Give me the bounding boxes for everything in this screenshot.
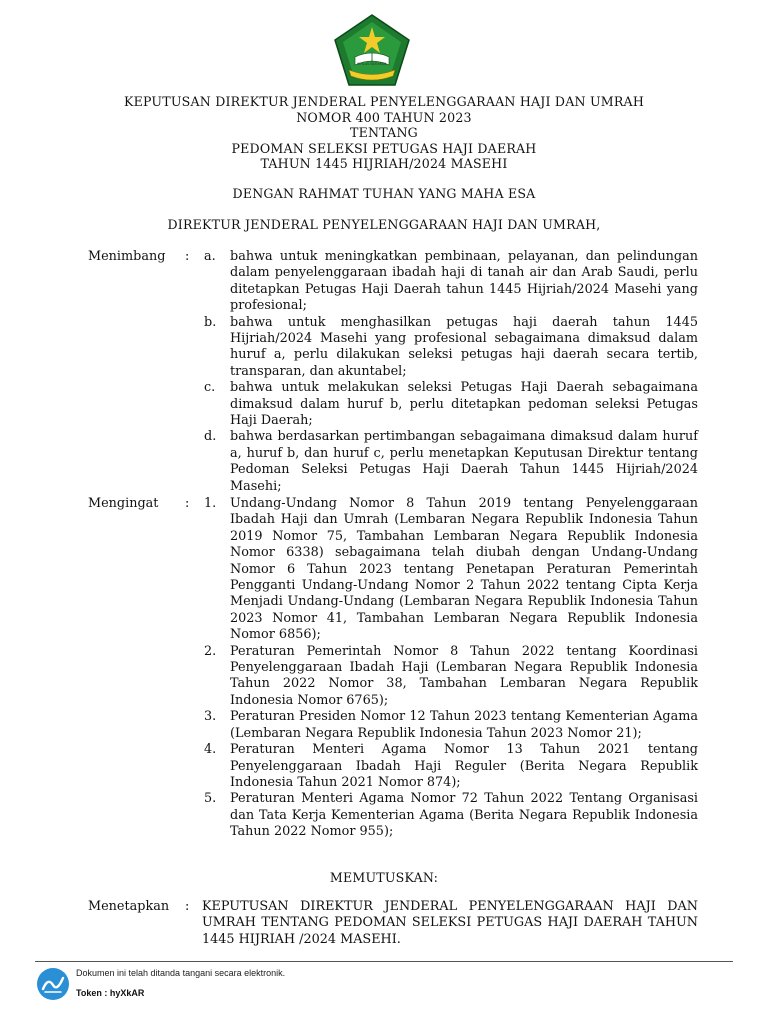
item-marker: 4. <box>204 742 217 758</box>
list-item <box>200 315 698 381</box>
menimbang-colon: : <box>185 249 190 264</box>
menetapkan-text: KEPUTUSAN DIREKTUR JENDERAL PENYELENGGARAAN HAJI DAN UMRAH TENTANG PEDOMAN SELEKSI PETUGAS HAJI DAERAH TAHUN 1445 HIJRIAH /2024 MASEHI. <box>202 899 698 947</box>
item-text: Peraturan Menteri Agama Nomor 72 Tahun 2022 Tentang Organisasi dan Tata Kerja Kementerian Agama (Berita Negara Republik Indonesia Tahun 2022 Nomor 955); <box>230 791 698 840</box>
menimbang-label: Menimbang <box>88 249 166 264</box>
title-line-5: TAHUN 1445 HIJRIAH/2024 MASEHI <box>260 156 508 172</box>
item-text: Peraturan Pemerintah Nomor 8 Tahun 2022 tentang Koordinasi Penyelenggaraan Ibadah Haji (Lembaran Negara Republik Indonesia Tahun 2022 Nomor 38, Tambahan Lembaran Negara Republik Indonesia Nomor 6765); <box>230 643 698 708</box>
item-text: bahwa berdasarkan pertimbangan sebagaimana dimaksud dalam huruf a, huruf b, dan huruf c, perlu menetapkan Keputusan Direktur tentang Pedoman Seleksi Petugas Haji Daerah Tahun 1445 Hijriah/2024 Masehi; <box>230 429 698 494</box>
item-text: Peraturan Presiden Nomor 12 Tahun 2023 tentang Kementerian Agama (Lembaran Negara Republik Indonesia Tahun 2023 Nomor 21); <box>230 709 698 741</box>
logo-motto: IKHLAS BERAMAL <box>356 62 388 66</box>
title-line-3: TENTANG <box>350 125 418 141</box>
list-item <box>200 709 698 742</box>
list-item <box>200 380 698 429</box>
item-marker: 5. <box>204 791 217 807</box>
item-marker: a. <box>204 249 216 264</box>
list-item <box>200 644 698 710</box>
item-marker: 2. <box>204 643 217 659</box>
menimbang-list <box>200 249 698 495</box>
mengingat-colon: : <box>185 496 190 511</box>
item-text: bahwa untuk meningkatkan pembinaan, pelayanan, dan pelindungan dalam penyelenggaraan ibadah haji di tanah air dan Arab Saudi, perlu ditetapkan Petugas Haji Daerah tahun 1445 Hijriah/2024 Masehi yang profesional; <box>230 249 698 314</box>
list-item <box>200 249 698 315</box>
mengingat-list <box>200 496 698 841</box>
item-text: Peraturan Menteri Agama Nomor 13 Tahun 2021 tentang Penyelenggaraan Ibadah Haji Reguler (Berita Negara Republik Indonesia Tahun 2021 Nomor 874); <box>230 742 698 790</box>
kemenag-emblem-icon <box>333 13 411 87</box>
item-marker: c. <box>204 380 216 396</box>
signature-icon <box>36 967 70 1001</box>
menetapkan-colon: : <box>185 899 190 914</box>
footer-note: Dokumen ini telah ditanda tangani secara elektronik. <box>76 968 286 978</box>
menetapkan-label: Menetapkan <box>88 899 170 914</box>
item-marker: b. <box>204 314 217 330</box>
mengingat-label: Mengingat <box>88 496 159 511</box>
list-item <box>200 742 698 791</box>
item-marker: 3. <box>204 709 217 725</box>
footer-token: Token : hyXkAR <box>76 988 145 998</box>
item-text: bahwa untuk melakukan seleksi Petugas Haji Daerah sebagaimana dimaksud dalam huruf b, perlu ditetapkan pedoman seleksi Petugas Haji Daerah; <box>230 380 698 429</box>
official-title: DIREKTUR JENDERAL PENYELENGGARAAN HAJI DAN UMRAH, <box>167 217 601 232</box>
item-marker: d. <box>204 429 217 445</box>
item-marker: 1. <box>204 496 217 511</box>
footer-divider <box>35 961 733 962</box>
invocation: DENGAN RAHMAT TUHAN YANG MAHA ESA <box>232 186 536 201</box>
item-text: bahwa untuk menghasilkan petugas haji daerah tahun 1445 Hijriah/2024 Masehi yang profesional sebagaimana dimaksud dalam huruf a, perlu dilakukan seleksi petugas haji daerah secara tertib, transparan, dan akuntabel; <box>230 314 698 379</box>
title-line-2: NOMOR 400 TAHUN 2023 <box>296 109 472 125</box>
title-line-1: KEPUTUSAN DIREKTUR JENDERAL PENYELENGGARAAN HAJI DAN UMRAH <box>123 94 645 109</box>
item-text: Undang-Undang Nomor 8 Tahun 2019 tentang Penyelenggaraan Ibadah Haji dan Umrah (Lembaran Negara Republik Indonesia Tahun 2019 Nomor 75, Tambahan Lembaran Negara Republik Indonesia Nomor 6338) sebagaimana telah diubah dengan Undang-Undang Nomor 6 Tahun 2023 tentang Penetapan Peraturan Pemerintah Pengganti Undang-Undang Nomor 2 Tahun 2022 tentang Cipta Kerja Menjadi Undang-Undang (Lembaran Negara Republik Indonesia Tahun 2023 Nomor 41, Tambahan Lembaran Negara Republik Indonesia Nomor 6856); <box>230 496 698 643</box>
list-item <box>200 429 698 495</box>
document-title <box>0 94 768 172</box>
list-item <box>200 791 698 840</box>
list-item <box>200 496 698 644</box>
memutuskan-heading: MEMUTUSKAN: <box>329 870 439 885</box>
title-line-4: PEDOMAN SELEKSI PETUGAS HAJI DAERAH <box>231 140 537 156</box>
